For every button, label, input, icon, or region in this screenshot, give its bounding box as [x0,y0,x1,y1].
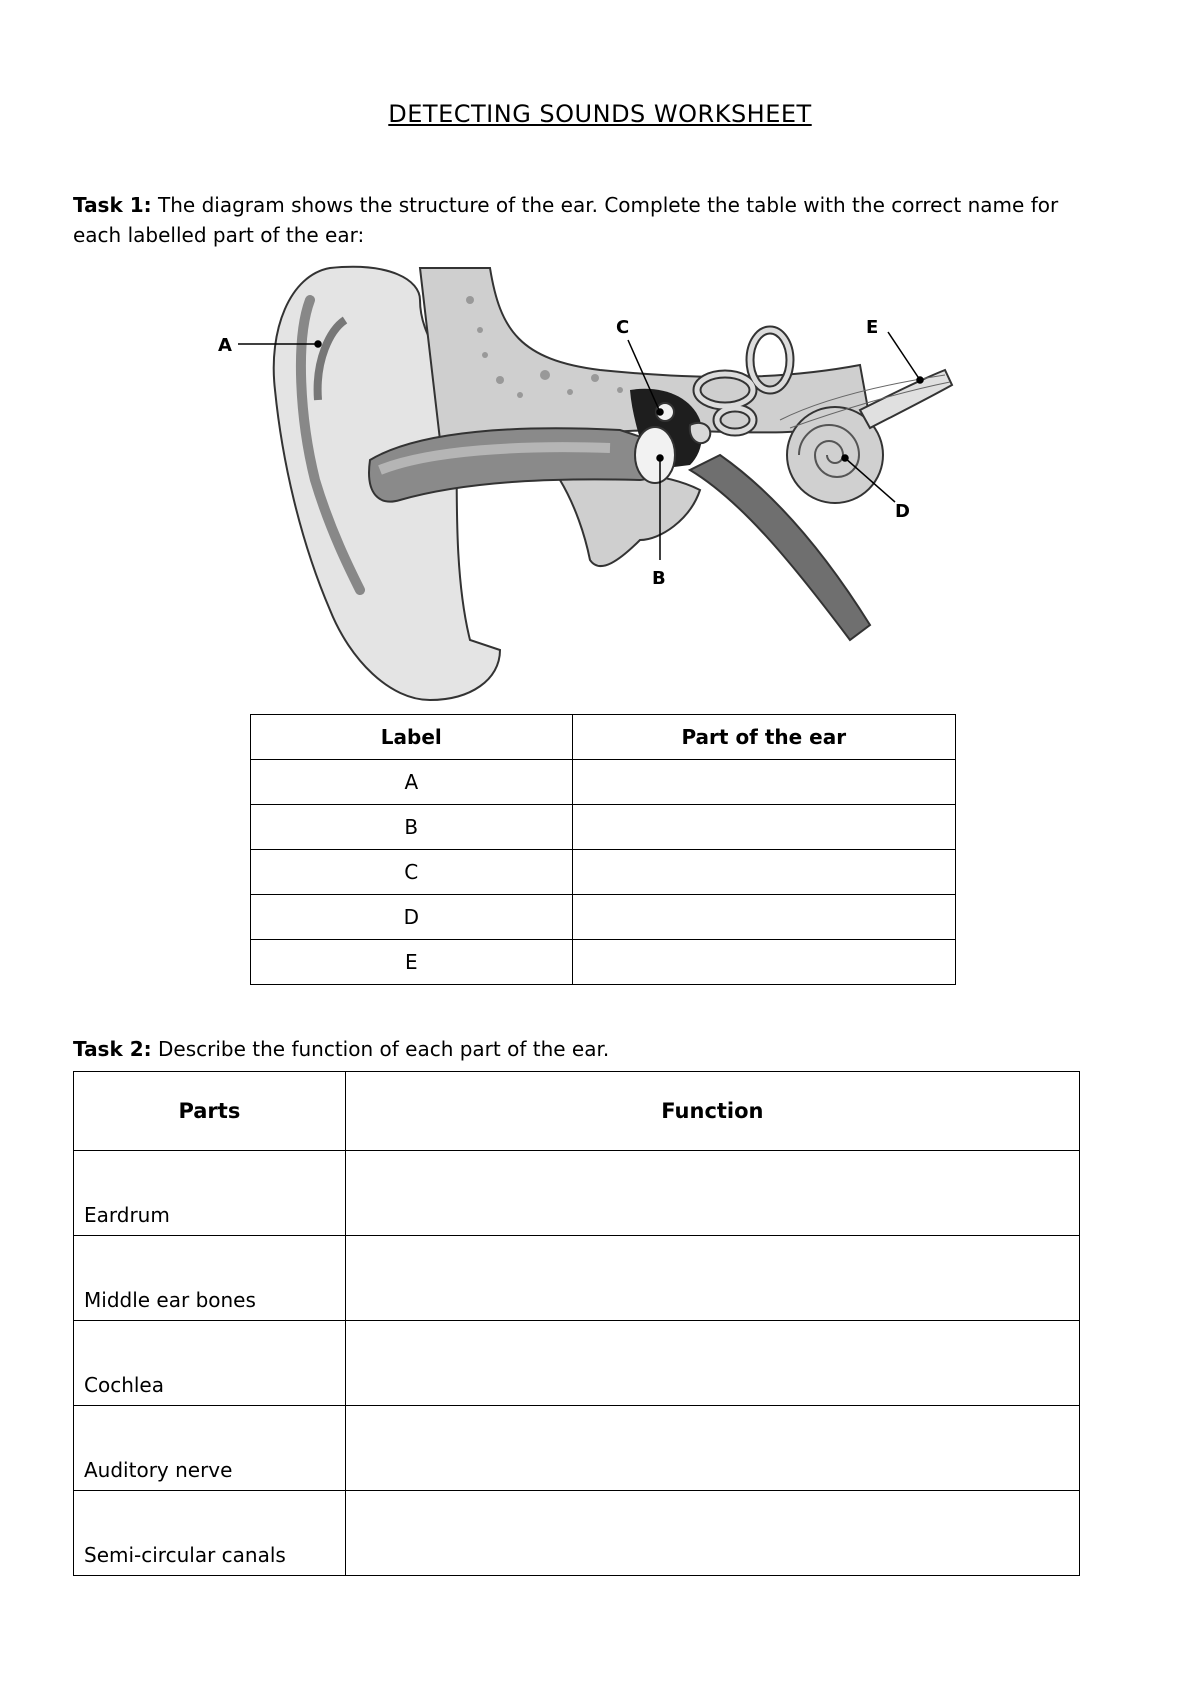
function-answer-cell[interactable] [345,1151,1079,1236]
diagram-label-c: C [616,317,630,338]
function-table [73,1071,1080,1576]
page-title: DETECTING SOUNDS WORKSHEET [388,100,812,128]
label-cell: A [251,760,573,805]
part-answer-cell[interactable] [572,805,955,850]
diagram-label-b: B [652,568,666,589]
part-name-cell: Middle ear bones [74,1236,346,1321]
table-row [74,1321,1080,1406]
part-answer-cell[interactable] [572,850,955,895]
diagram-label-e: E [866,317,879,338]
lower-bone [560,473,700,566]
function-table-header-parts: Parts [74,1072,346,1151]
label-table-header-label: Label [251,715,573,760]
table-row [251,850,956,895]
label-cell: B [251,805,573,850]
part-name-cell: Cochlea [74,1321,346,1406]
eardrum [635,427,675,483]
table-row [74,1406,1080,1491]
ossicle-stapes [690,423,711,443]
diagram-label-d: D [895,501,910,522]
function-answer-cell[interactable] [345,1321,1079,1406]
part-answer-cell[interactable] [572,940,955,985]
task2-instructions [73,1034,1083,1064]
diagram-label-a: A [218,335,232,356]
label-cell: C [251,850,573,895]
table-row [251,805,956,850]
function-table-header-function: Function [345,1072,1079,1151]
table-row [74,1151,1080,1236]
part-answer-cell[interactable] [572,895,955,940]
part-name-cell: Semi-circular canals [74,1491,346,1576]
table-row [251,760,956,805]
part-answer-cell[interactable] [572,760,955,805]
label-cell: E [251,940,573,985]
table-row [74,1491,1080,1576]
task2-text: Describe the function of each part of the ear. [151,1037,610,1061]
label-table [250,714,956,985]
ear-diagram [0,0,1200,710]
part-name-cell: Eardrum [74,1151,346,1236]
auditory-nerve [860,370,952,428]
function-answer-cell[interactable] [345,1406,1079,1491]
table-row [251,940,956,985]
part-name-cell: Auditory nerve [74,1406,346,1491]
task1-text: The diagram shows the structure of the ear. Complete the table with the correct name for each labelled part of the ear: [73,193,1059,247]
task2-label: Task 2: [73,1037,152,1061]
task1-label: Task 1: [73,193,152,217]
table-row [251,895,956,940]
label-table-header-part: Part of the ear [572,715,955,760]
function-answer-cell[interactable] [345,1491,1079,1576]
table-row [74,1236,1080,1321]
label-cell: D [251,895,573,940]
function-answer-cell[interactable] [345,1236,1079,1321]
